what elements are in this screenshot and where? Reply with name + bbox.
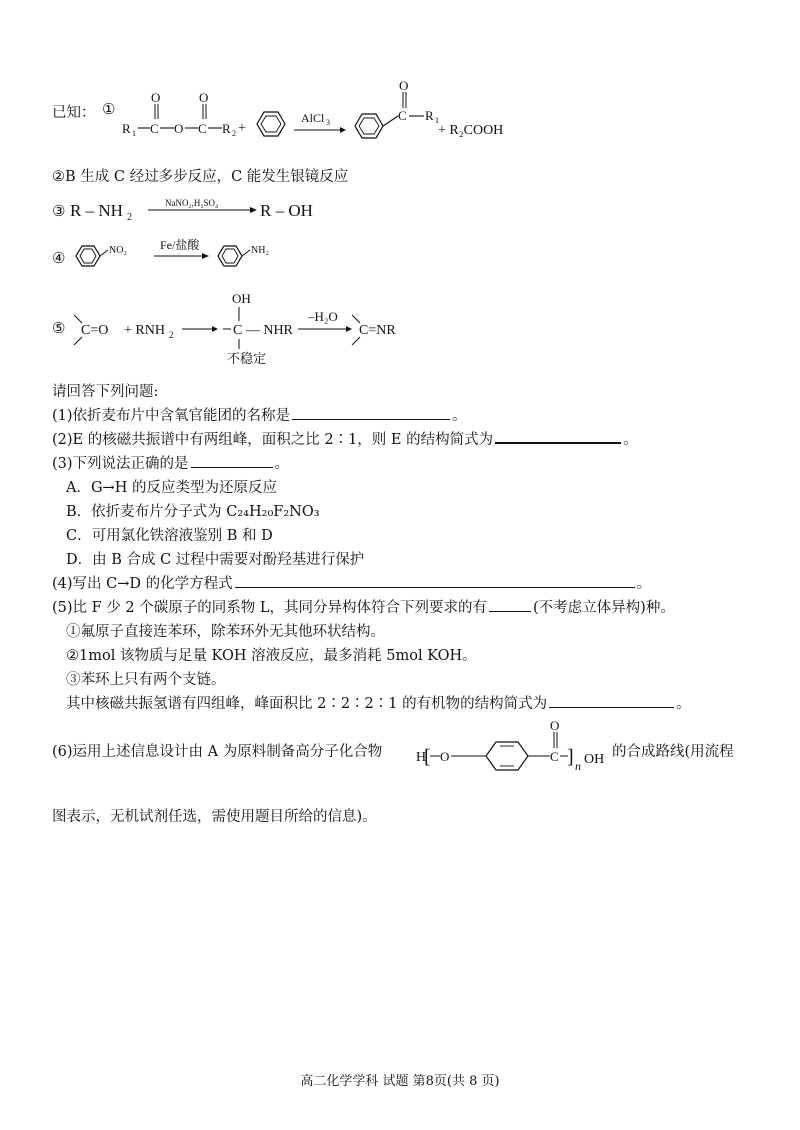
svg-text:R: R [122,121,131,136]
answer-blank-3[interactable] [191,453,273,468]
svg-text:O: O [399,78,409,93]
reaction-1-diagram [98,78,528,148]
reaction-4-diagram [52,234,312,278]
svg-text:–H₂O: –H₂O [308,309,338,324]
svg-text:O: O [199,90,209,105]
answer-blank-4[interactable] [235,573,635,588]
svg-text:OH: OH [232,291,251,306]
svg-text:R – NH: R – NH [70,201,123,220]
svg-text:O: O [550,718,560,733]
svg-text:C: C [550,749,559,764]
svg-text:n: n [575,759,581,773]
svg-text:C: C [198,121,207,136]
question-3: (3)下列说法正确的是 。 [52,452,289,473]
svg-text:R – OH: R – OH [260,201,313,220]
page-footer: 高二化学学科 试题 第8页(共 8 页) [300,1074,500,1089]
question-5-tail: 其中核磁共振氢谱有四组峰，峰面积比 2∶2∶2∶1 的有机物的结构简式为 。 [66,692,691,713]
question-1: (1)依折麦布片中含氧官能团的名称是 。 [52,404,467,425]
question-6-continuation: 图表示，无机试剂任选，需使用题目所给的信息)。 [52,809,377,825]
svg-text:NO₂: NO₂ [109,245,127,256]
question-3-option-a: A．G→H 的反应类型为还原反应 [66,480,277,496]
svg-text:3: 3 [326,118,330,127]
reaction-5-diagram [52,287,452,367]
question-3-option-c: C．可用氯化铁溶液鉴别 B 和 D [66,528,273,544]
svg-text:2: 2 [232,129,236,138]
question-3-option-b: B．依折麦布片分子式为 C₂₄H₂₀F₂NO₃ [66,504,320,520]
question-4: (4)写出 C→D 的化学方程式 。 [52,572,651,593]
svg-text:AlCl: AlCl [301,111,325,125]
svg-text:③: ③ [52,204,66,220]
svg-text:NaNO₂,H₂SO₄: NaNO₂,H₂SO₄ [165,198,219,208]
svg-text:O: O [440,749,450,764]
svg-text:1: 1 [132,129,136,138]
svg-text:R: R [425,108,434,123]
svg-text:H: H [416,750,427,765]
svg-text:不稳定: 不稳定 [227,351,267,366]
svg-text:④: ④ [52,251,66,267]
svg-text:Fe/盐酸: Fe/盐酸 [160,238,200,252]
known-label: 已知： [52,105,96,121]
svg-text:1: 1 [435,116,439,125]
svg-text:2: 2 [127,212,132,223]
svg-text:C: C [150,121,159,136]
question-3-option-d: D．由 B 合成 C 过程中需要对酚羟基进行保护 [66,552,365,568]
polymer-structure [410,718,610,778]
svg-text:C — NHR: C — NHR [233,323,293,338]
answer-blank-1[interactable] [292,405,450,420]
svg-text:O: O [174,121,184,136]
question-5-condition-3: ③苯环上只有两个支链。 [66,672,226,688]
question-2: (2)E 的核磁共振谱中有两组峰，面积之比 2∶1，则 E 的结构简式为 。 [52,428,638,449]
known-item-2: ②B 生成 C 经过多步反应，C 能发生银镜反应 [52,169,349,185]
svg-text:[: [ [424,746,431,768]
answer-blank-5b[interactable] [549,693,674,708]
question-5-condition-2: ②1mol 该物质与足量 KOH 溶液反应，最多消耗 5mol KOH。 [66,648,477,664]
svg-text:]: ] [567,746,574,768]
svg-text:+ R₂COOH: + R₂COOH [438,123,504,138]
svg-text:C=O: C=O [81,323,109,338]
svg-text:R: R [222,121,231,136]
svg-text:NH₂: NH₂ [251,245,269,256]
answer-blank-2[interactable] [495,428,621,444]
reaction-3-diagram [52,196,352,226]
question-6: (6)运用上述信息设计由 A 为原料制备高分子化合物 [52,744,383,760]
question-5: (5)比 F 少 2 个碳原子的同系物 L，其同分异构体符合下列要求的有 (不考虑立体异构)种。 [52,596,675,617]
answer-blank-5[interactable] [489,597,531,612]
svg-text:O: O [151,90,161,105]
question-6-suffix: 的合成路线(用流程 [612,744,734,760]
svg-text:+: + [238,121,246,136]
svg-text:⑤: ⑤ [52,321,66,337]
svg-text:C: C [398,108,407,123]
svg-text:OH: OH [584,752,605,767]
question-5-condition-1: ①氟原子直接连苯环，除苯环外无其他环状结构。 [66,624,385,640]
svg-text:+ RNH: + RNH [124,323,165,338]
questions-intro: 请回答下列问题: [52,384,159,400]
reaction-1-marker: ① [102,102,116,118]
svg-text:2: 2 [169,330,174,340]
svg-text:C=NR: C=NR [359,323,396,338]
